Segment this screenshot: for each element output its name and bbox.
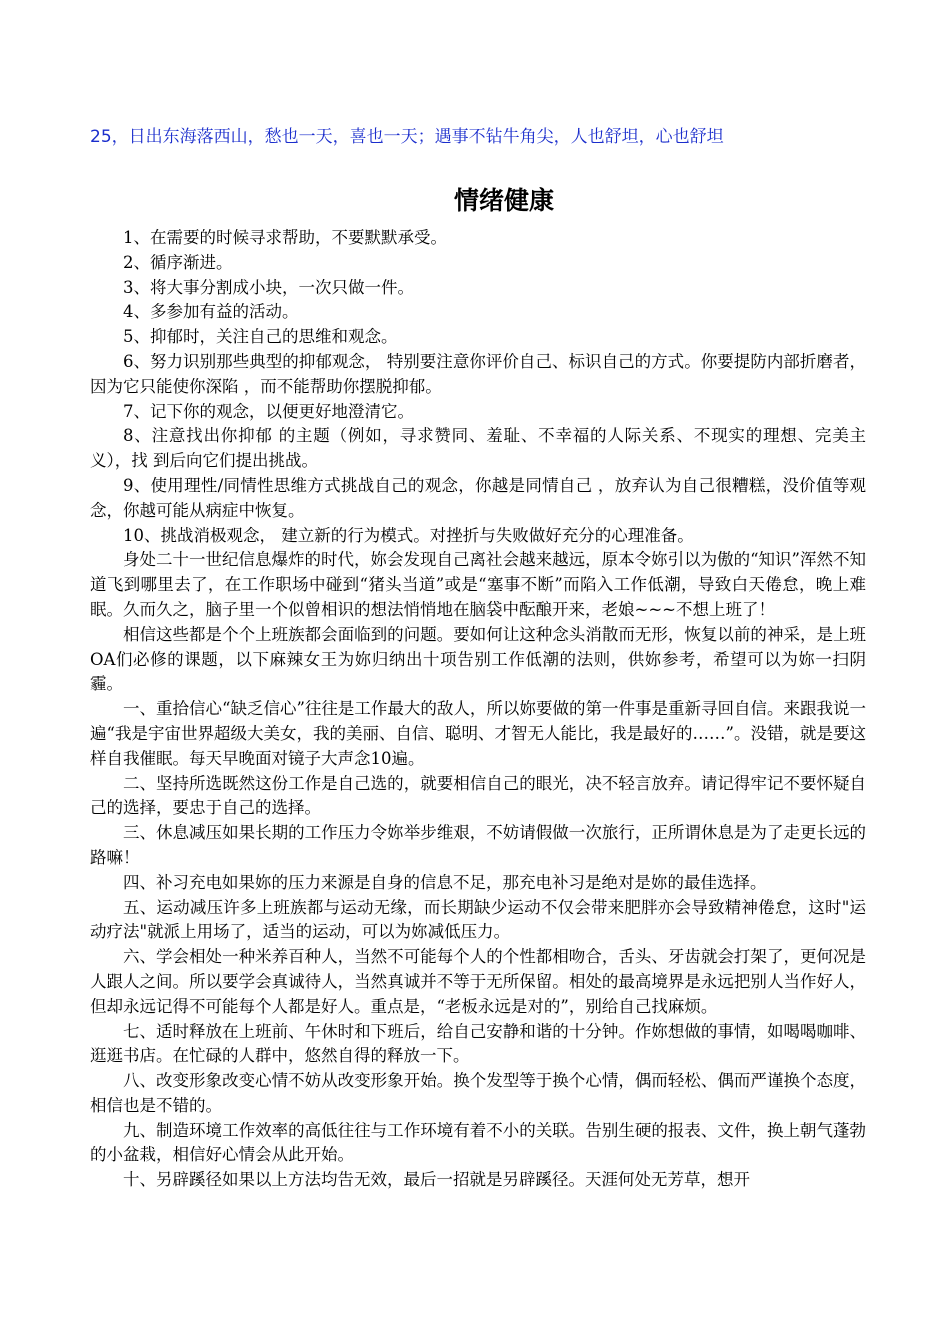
paragraph: 七、适时释放在上班前、午休时和下班后，给自己安静和谐的十分钟。作妳想做的事情，如喝喝咖啡、逛逛书店。在忙碌的人群中，悠然自得的释放一下。	[90, 1021, 866, 1066]
paragraph: 5、抑郁时，关注自己的思维和观念。	[123, 327, 398, 347]
page-title: 情绪健康	[453, 186, 554, 215]
paragraph: 八、改变形象改变心情不妨从改变形象开始。换个发型等于换个心情，偶而轻松、偶而严谨换个态度，相信也是不错的。	[90, 1071, 866, 1115]
paragraph: 8、注意找出你抑郁 的主题（例如，寻求赞同、羞耻、不幸福的人际关系、不现实的理想、完美主义），找 到后向它们提出挑战。	[90, 426, 866, 471]
paragraph: 九、制造环境工作效率的高低往往与工作环境有着不小的关联。告别生硬的报表、文件，换上朝气蓬勃的小盆栽，相信好心情会从此开始。	[90, 1120, 866, 1165]
paragraph: 一、重拾信心“缺乏信心”往往是工作最大的敌人，所以妳要做的第一件事是重新寻回自信。来跟我说一遍“我是宇宙世界超级大美女，我的美丽、自信、聪明、才智无人能比，我是最好的……”。没错，就是要这样自我催眠。每天早晚面对镜子大声念10遍。	[90, 699, 866, 768]
paragraph: 四、补习充电如果妳的压力来源是自身的信息不足，那充电补习是绝对是妳的最佳选择。	[123, 872, 767, 892]
paragraph: 身处二十一世纪信息爆炸的时代，妳会发现自己离社会越来越远，原本令妳引以为傲的“知识”浑然不知道飞到哪里去了，在工作职场中碰到“猪头当道”或是“塞事不断”而陷入工作低潮，导致白天倦怠，晚上难眠。久而久之，脑子里一个似曾相识的想法悄悄地在脑袋中酝酿开来，老娘~~~不想上班了！	[90, 550, 866, 619]
paragraph: 2、循序渐进。	[123, 252, 233, 272]
paragraph: 9、使用理性/同情性思维方式挑战自己的观念，你越是同情自己 ，放弃认为自己很糟糕，没价值等观念，你越可能从病症中恢复。	[90, 475, 866, 520]
paragraph: 3、将大事分割成小块，一次只做一件。	[123, 277, 414, 297]
paragraph: 三、休息减压如果长期的工作压力令妳举步维艰，不妨请假做一次旅行，正所谓休息是为了走更长远的路嘛！	[90, 823, 866, 867]
paragraph: 7、记下你的观念，以便更好地澄清它。	[123, 401, 414, 421]
top-proverb-line: 25，日出东海落西山，愁也一天，喜也一天；遇事不钻牛角尖，人也舒坦，心也舒坦	[90, 127, 724, 147]
paragraph: 4、多参加有益的活动。	[123, 302, 299, 322]
document-body	[90, 226, 866, 1193]
paragraph: 二、坚持所选既然这份工作是自己选的，就要相信自己的眼光，决不轻言放弃。请记得牢记不要怀疑自己的选择，要忠于自己的选择。	[90, 773, 866, 818]
paragraph: 1、在需要的时候寻求帮助，不要默默承受。	[123, 228, 447, 247]
paragraph: 相信这些都是个个上班族都会面临到的问题。要如何让这种念头消散而无形，恢复以前的神采，是上班OA们必修的课题，以下麻辣女王为妳归纳出十项告别工作低潮的法则，供妳参考，希望可以为妳一扫阴霾。	[90, 624, 866, 694]
paragraph: 五、运动减压许多上班族都与运动无缘，而长期缺少运动不仅会带来肥胖亦会导致精神倦怠，这时"运动疗法"就派上用场了，适当的运动，可以为妳减低压力。	[90, 897, 866, 942]
paragraph: 六、学会相处一种米养百种人，当然不可能每个人的个性都相吻合，舌头、牙齿就会打架了，更何况是人跟人之间。所以要学会真诚待人，当然真诚并不等于无所保留。相处的最高境界是永远把别人当作好人，但却永远记得不可能每个人都是好人。重点是，“老板永远是对的”，别给自己找麻烦。	[90, 947, 866, 1016]
paragraph: 十、另辟蹊径如果以上方法均告无效，最后一招就是另辟蹊径。天涯何处无芳草，想开	[123, 1170, 750, 1190]
paragraph: 6、努力识别那些典型的抑郁观念， 特别要注意你评价自己、标识自己的方式。你要提防内部折磨者，因为它只能使你深陷 ，而不能帮助你摆脱抑郁。	[90, 351, 866, 396]
paragraph: 10、挑战消极观念， 建立新的行为模式。对挫折与失败做好充分的心理准备。	[123, 525, 694, 545]
